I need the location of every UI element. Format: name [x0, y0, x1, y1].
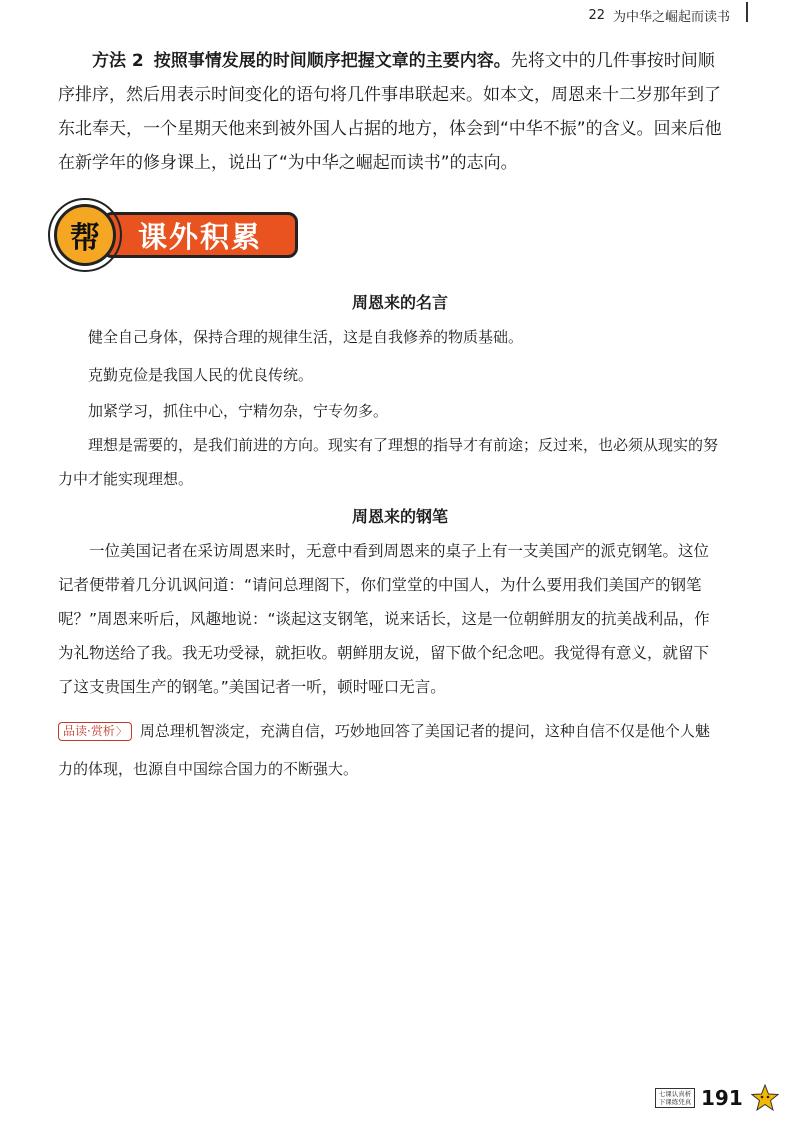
- banner-label: 课外积累: [102, 212, 298, 258]
- quote-item: 理想是需要的，是我们前进的方向。现实有了理想的指导才有前途；反过来，也必须从现实的努力中才能实现理想。: [58, 436, 719, 488]
- method-lead: 方法 2: [92, 51, 144, 71]
- chapter-number: 22: [588, 8, 605, 23]
- header-divider: [746, 2, 748, 22]
- quote-item: 加紧学习，抓住中心，宁精勿杂，宁专勿多。: [88, 402, 389, 420]
- appreciation-text: 周总理机智淡定，充满自信，巧妙地回答了美国记者的提问，这种自信不仅是他个人魅力的体现，也源自中国综合国力的不断强大。: [58, 722, 710, 778]
- page-number: 191: [701, 1086, 743, 1110]
- section-banner: [48, 202, 304, 272]
- story-title: 周恩来的钢笔: [351, 507, 448, 526]
- method-bold-text: 按照事情发展的时间顺序把握文章的主要内容。: [153, 51, 511, 71]
- star-mascot-icon: [751, 1084, 779, 1112]
- page-footer: [655, 1084, 779, 1112]
- running-header: [588, 6, 730, 25]
- appreciation-tag: 品读·赏析 〉: [58, 722, 132, 741]
- quotes-title: 周恩来的名言: [351, 293, 448, 312]
- story-body: 一位美国记者在采访周恩来时，无意中看到周恩来的桌子上有一支美国产的派克钢笔。这位记者便带着几分讥讽问道：“请问总理阁下，你们堂堂的中国人，为什么要用我们美国产的钢笔呢？”周恩来听后，风趣地说：“谈起这支钢笔，说来话长，这是一位朝鲜朋友的抗美战利品，作为礼物送给了我。我无功受禄，就拒收。朝鲜朋友说，留下做个纪念吧。我觉得有意义，就留下了这支贵国生产的钢笔。”美国记者一听，顿时哑口无言。: [58, 542, 710, 696]
- method-paragraph: [58, 44, 722, 180]
- method-body: 先将文中的几件事按时间顺序排序，然后用表示时间变化的语句将几件事串联起来。如本文，周恩来十二岁那年到了东北奉天，一个星期天他来到被外国人占据的地方，体会到“中华不振”的含义。回来后他在新学年的修身课上，说出了“为中华之崛起而读书”的志向。: [58, 51, 722, 173]
- quote-item: 克勤克俭是我国人民的优良传统。: [88, 366, 314, 384]
- quote-item: 健全自己身体，保持合理的规律生活，这是自我修养的物质基础。: [88, 328, 524, 346]
- chapter-title: 为中华之崛起而读书: [612, 10, 730, 25]
- banner-badge: 帮: [54, 204, 116, 266]
- appreciation-paragraph: [58, 712, 722, 788]
- footer-logo: 七课认真析 下课练凭真: [655, 1088, 695, 1108]
